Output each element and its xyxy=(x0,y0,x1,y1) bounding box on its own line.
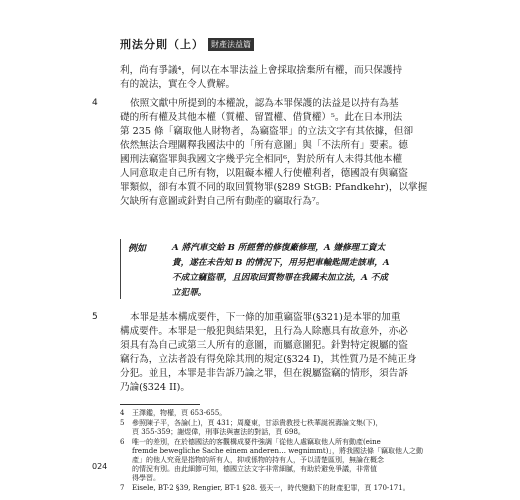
body-line: 乃論(§324 II)。 xyxy=(120,382,191,393)
body-line: 礎的所有權及其他本權（質權、留置權、借貸權）⁵。此在日本刑法 xyxy=(120,112,403,123)
body-line: 有的說法，實在令人費解。 xyxy=(120,79,236,90)
footnote-line: 唯一的差別，在於德國法的客觀構成要件強調「從他人處竊取他人所有動產(eine xyxy=(132,438,381,446)
example-line: 立犯罪。 xyxy=(172,288,207,298)
chapter-tag: 財產法益篇 xyxy=(208,38,254,51)
body-line: 國刑法竊盜罪與我國文字幾乎完全相同⁶，對於所有人未得其他本權 xyxy=(120,154,403,165)
footnote-number: 4 xyxy=(120,409,125,417)
body-line: 分犯。並且，本罪是非告訴乃論之罪，但在親屬盜竊的情形，須告訴 xyxy=(120,368,408,379)
footnote-line: 參照陳子平，各論(上)，頁 431；周慶東，甘添貴教授七秩華誕祝壽論文集(下)， xyxy=(132,419,383,427)
body-line: 須具有為自己或第三人所有的意圖，而屬意圖犯。針對特定親屬的盜 xyxy=(120,340,408,351)
example-box xyxy=(120,239,410,301)
body-line: 依然無法合理關釋我國法中的「所有意圖」與「不法所有」要素。德 xyxy=(120,140,408,151)
footnote-number: 7 xyxy=(120,484,125,492)
example-label: 例如 xyxy=(128,244,147,254)
body-line: 本罪是基本構成要件，下一條的加重竊盜罪(§321)是本罪的加重 xyxy=(130,312,401,323)
example-line: A 將汽車交給 B 所經營的修復廠修理，A 嫌修理工資太 xyxy=(172,243,386,253)
margin-number: 4 xyxy=(92,98,98,108)
body-line: 欠缺所有意圖或針對自己所有動產的竊取行為⁷。 xyxy=(120,196,326,207)
footnote-line: fremde bewegliche Sache einem anderen… wegnimmt)」，將我國法條「竊取他人之動 xyxy=(132,447,423,455)
footnote-line: Eisele, BT-2 §39, Rengier, BT-1 §28. 張天一，時代變動下的財產犯罪，頁 170-171。 xyxy=(132,484,410,492)
book-title: 刑法分則（上） xyxy=(120,38,204,51)
body-line: 第 235 條「竊取他人財物者，為竊盜罪」的立法文字有其依據，但卻 xyxy=(120,126,414,137)
body-line: 依照文獻中所提到的本權說，認為本罪保護的法益是以持有為基 xyxy=(130,98,399,109)
footnote-line: 的情況有別。由此細節可知，德國立法文字非常細膩，有助於避免爭議，非常值 xyxy=(132,465,377,473)
running-header xyxy=(120,36,254,52)
footnote-rule xyxy=(120,404,200,405)
body-line: 利，尚有爭議⁴，何以在本罪法益上會採取捨棄所有權，而只保護持 xyxy=(120,65,403,76)
body-line: 竊行為，立法者設有得免除其刑的規定(§324 I)，其性質乃是不純正身 xyxy=(120,354,417,365)
body-line: 人同意取走自己所有物，以阻礙本權人行使權利者，德國設有與竊盜 xyxy=(120,168,408,179)
footnote-number: 5 xyxy=(120,419,125,427)
margin-number: 5 xyxy=(92,312,98,322)
example-line: 貴，遂在未告知 B 的情況下，用另把車輸匙開走該車，A xyxy=(172,258,390,268)
body-line: 罪類似，卻有本質不同的取回質物罪(§289 StGB: Pfandkehr)，以掌握 xyxy=(120,182,428,193)
footnote-line: 產」的他人究竟是指物的所有人，抑或係物的持有人，予以清楚區別，無論在概念 xyxy=(132,456,384,464)
page-number: 024 xyxy=(92,462,108,471)
body-line: 構成要件。本罪是一般犯與結果犯，且行為人除應具有故意外，亦必 xyxy=(120,326,408,337)
footnote-line: 頁 355-359；謝煜偉，刑事法與憲法的對話，頁 698。 xyxy=(132,428,305,436)
example-bracket xyxy=(120,239,127,299)
example-line: 不成立竊盜罪，且因取回質物罪在我國未加立法，A 不成 xyxy=(172,273,388,283)
footnote-number: 6 xyxy=(120,438,125,446)
footnote-line: 得學習。 xyxy=(132,474,160,482)
footnote-line: 王澤鑑，物權，頁 653-655。 xyxy=(132,409,227,417)
